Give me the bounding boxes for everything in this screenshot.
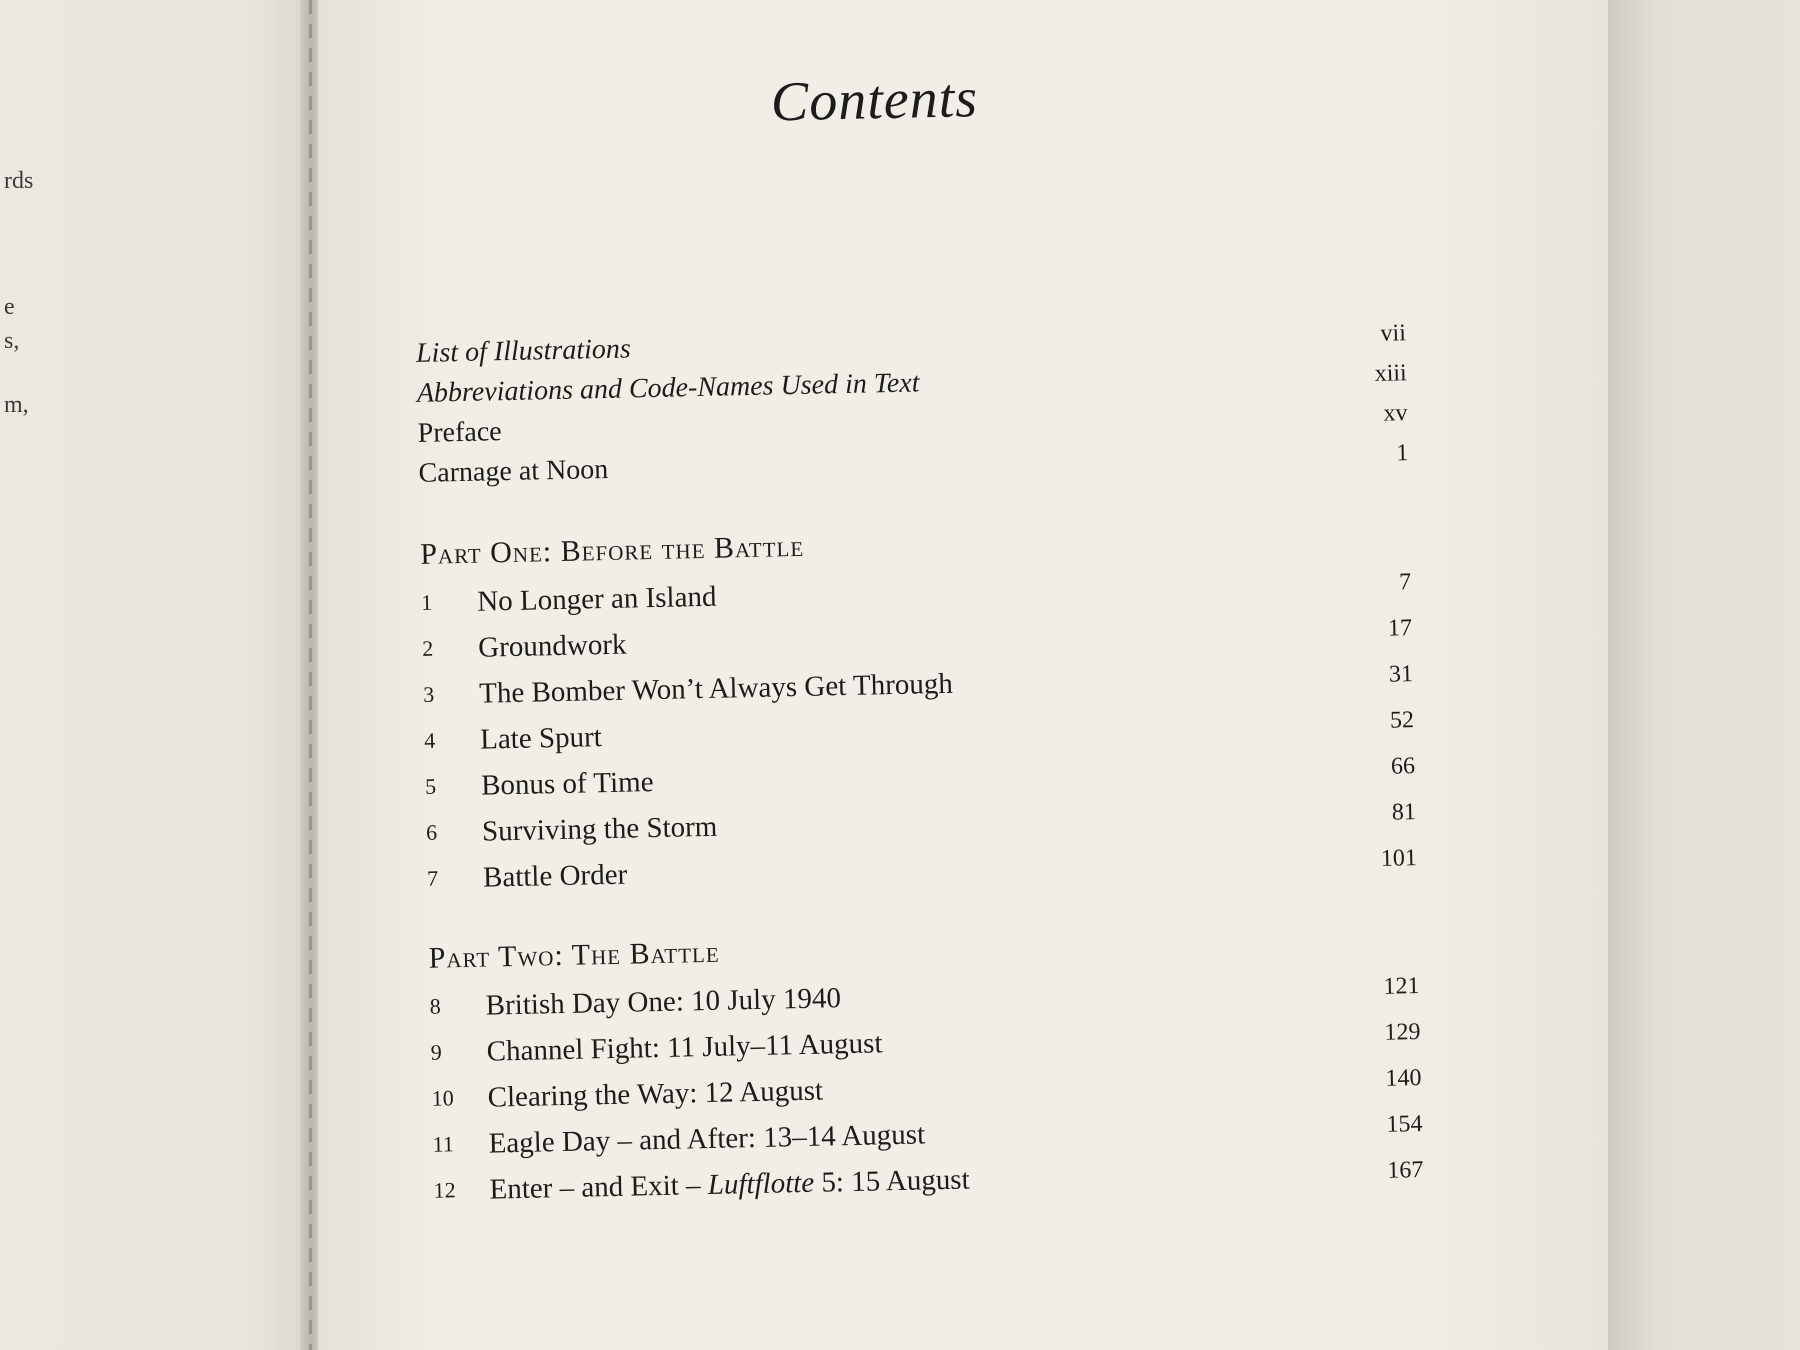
chapter-title-part: Enter – and Exit – — [489, 1169, 709, 1206]
contents-page — [410, 42, 1496, 1304]
page-number: 154 — [1386, 1111, 1423, 1138]
background-page — [1600, 0, 1800, 1350]
chapter-number: 2 — [421, 635, 434, 661]
chapter-title: Channel Fight: 11 July–11 August — [486, 1027, 883, 1068]
chapter-number: 3 — [422, 681, 435, 707]
prelim-title: Preface — [417, 416, 502, 449]
chapter-number: 8 — [429, 993, 441, 1019]
prelims-list — [416, 313, 1409, 494]
page-number: 7 — [1398, 569, 1412, 596]
page-number: 121 — [1383, 973, 1420, 1000]
page-number: 101 — [1380, 845, 1418, 872]
left-fragment: s, — [4, 328, 20, 354]
part-heading: Part One: Before the Battle — [419, 529, 805, 571]
chapter-number: 5 — [424, 773, 437, 799]
page-number: 140 — [1385, 1065, 1422, 1092]
chapter-number: 12 — [433, 1177, 456, 1203]
page-number: vii — [1380, 320, 1407, 347]
chapter-title: Bonus of Time — [480, 766, 654, 802]
left-fragment: m, — [4, 392, 29, 418]
page-number: 81 — [1391, 799, 1417, 826]
page-number: 129 — [1384, 1019, 1421, 1046]
left-fragment: rds — [4, 168, 34, 194]
chapter-number: 6 — [425, 819, 438, 845]
page-number: xiii — [1374, 360, 1407, 387]
page-number: 66 — [1390, 753, 1416, 780]
chapter-title: Clearing the Way: 12 August — [487, 1074, 824, 1114]
prelim-title: Carnage at Noon — [418, 453, 609, 489]
left-page — [0, 0, 310, 1350]
left-fragment: e — [4, 294, 15, 320]
page-number: 167 — [1387, 1157, 1424, 1184]
chapter-number: 10 — [431, 1085, 454, 1111]
chapter-title: Eagle Day – and After: 13–14 August — [488, 1118, 926, 1160]
page-number: 17 — [1387, 615, 1413, 642]
contents-title: Contents — [770, 67, 979, 134]
chapter-title: Late Spurt — [479, 721, 603, 756]
part-two-section — [428, 913, 1424, 1214]
chapter-title: The Bomber Won’t Always Get Through — [478, 667, 954, 710]
chapter-title — [489, 1157, 970, 1213]
page-number: 1 — [1396, 440, 1409, 467]
part-one-section — [420, 509, 1418, 902]
chapter-title: No Longer an Island — [476, 580, 717, 618]
chapter-title-part: 5: 15 August — [813, 1163, 970, 1199]
chapter-number: 7 — [426, 865, 439, 891]
chapter-title: Surviving the Storm — [481, 810, 718, 848]
chapter-number: 4 — [423, 727, 436, 753]
part-heading: Part Two: The Battle — [428, 935, 720, 975]
chapter-title: Battle Order — [482, 858, 628, 894]
chapter-number: 11 — [432, 1131, 455, 1157]
chapter-number: 1 — [421, 589, 433, 615]
page-number: 52 — [1389, 707, 1415, 734]
chapter-title: British Day One: 10 July 1940 — [485, 982, 842, 1022]
prelim-title: Abbreviations and Code-Names Used in Text — [416, 367, 920, 409]
chapter-title-italic-part: Luftflotte — [707, 1166, 815, 1202]
prelim-title: List of Illustrations — [415, 333, 632, 369]
chapter-number: 9 — [430, 1039, 442, 1065]
page-number: xv — [1383, 400, 1408, 427]
page-number: 31 — [1388, 661, 1414, 688]
binding-stitch — [309, 0, 312, 1350]
chapter-title: Groundwork — [477, 628, 627, 664]
